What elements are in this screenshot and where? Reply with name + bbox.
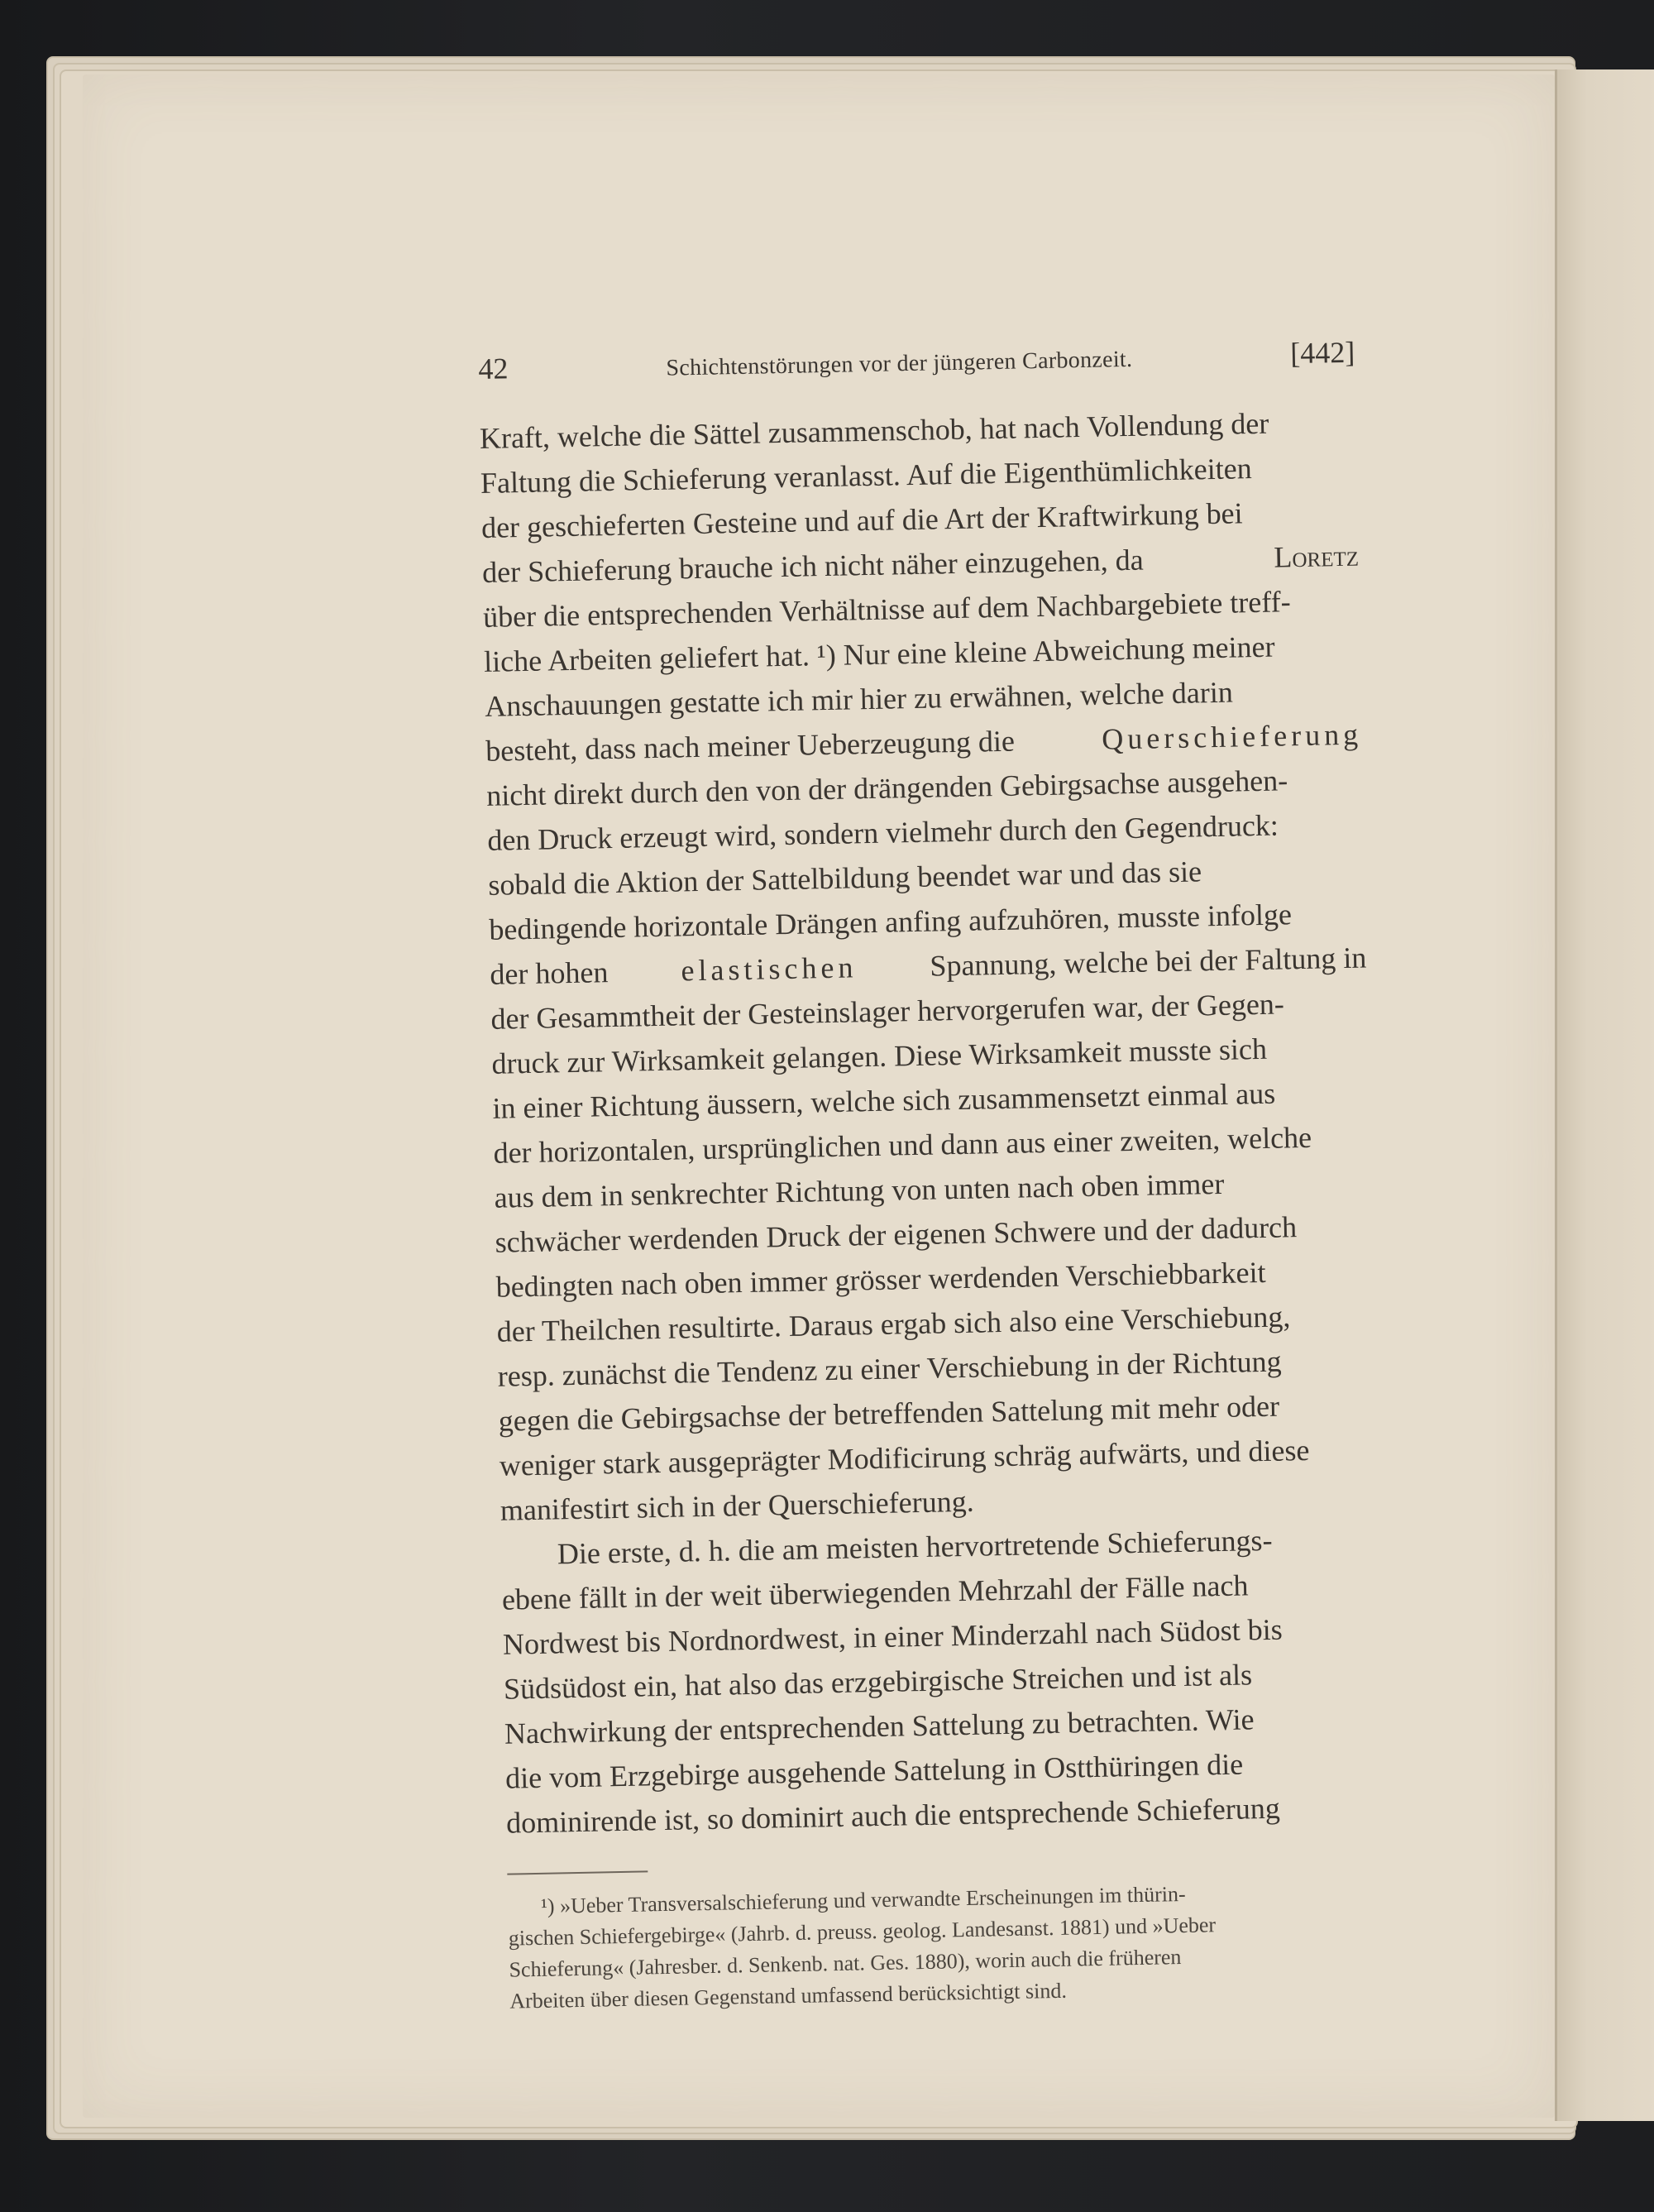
text-line: der hohen elastischen Spannung, welche bei der Faltung in	[490, 936, 1367, 997]
text-line: sobald die Aktion der Sattelbildung beendet war und das sie	[487, 855, 1202, 902]
text-line: gegen die Gebirgsachse der betreffenden Sattelung mit mehr oder	[498, 1389, 1280, 1438]
page-number: 42	[478, 352, 509, 385]
text-line: den Druck erzeugt wird, sondern vielmehr durch den Gegendruck:	[486, 808, 1279, 857]
text-line: der Gesammtheit der Gesteinslager hervorgerufen war, der Gegen-	[490, 987, 1285, 1036]
text-line: druck zur Wirksamkeit gelangen. Diese Wirksamkeit musste sich	[491, 1032, 1268, 1080]
footnote-line: Schieferung« (Jahresber. d. Senkenb. nat. Ges. 1880), worin auch die früheren	[509, 1945, 1182, 1982]
text-line: weniger stark ausgeprägter Modificirung schräg aufwärts, und diese	[499, 1433, 1310, 1482]
facing-page-edge	[1555, 69, 1654, 2121]
text-line: der Theilchen resultirte. Daraus ergab sich also eine Verschiebung,	[496, 1300, 1291, 1348]
text-line: Die erste, d. h. die am meisten hervortretende Schieferungs-	[557, 1523, 1273, 1571]
text-line: resp. zunächst die Tendenz zu einer Verschiebung in der Richtung	[497, 1344, 1282, 1393]
text-line: manifestirt sich in der Querschieferung.	[500, 1484, 974, 1527]
text-line: der Schieferung brauche ich nicht näher einzugehen, da Loretz	[482, 534, 1360, 595]
running-title: Schichtenstörungen vor der jüngeren Carbonzeit.	[666, 346, 1133, 381]
text-line: liche Arbeiten geliefert hat. ¹) Nur eine kleine Abweichung meiner	[483, 630, 1275, 678]
text-line: die vom Erzgebirge ausgehende Sattelung in Ostthüringen die	[504, 1747, 1244, 1795]
text-line: der geschieferten Gesteine und auf die Art der Kraftwirkung bei	[480, 496, 1243, 544]
emphasized-term: Querschieferung	[1101, 717, 1363, 756]
footnote-line: Arbeiten über diesen Gegenstand umfassend berücksichtigt sind.	[509, 1978, 1068, 2013]
text-line: Nachwirkung der entsprechenden Sattelung zu betrachten. Wie	[504, 1702, 1255, 1750]
text-line: bedingten nach oben immer grösser werdenden Verschiebbarkeit	[495, 1255, 1266, 1304]
emphasized-term: elastischen	[681, 950, 858, 988]
footnote	[508, 1874, 1387, 2017]
text-line: Kraft, welche die Sättel zusammenschob, hat nach Vollendung der	[479, 406, 1269, 455]
text-line: Nordwest bis Nordnordwest, in einer Minderzahl nach Südost bis	[502, 1612, 1284, 1661]
text-line: der horizontalen, ursprünglichen und dann aus einer zweiten, welche	[493, 1120, 1312, 1170]
footnote-line: gischen Schiefergebirge« (Jahrb. d. preuss. geolog. Landesanst. 1881) und »Ueber	[508, 1913, 1217, 1951]
page-text	[478, 335, 1386, 2018]
text-line: dominirende ist, so dominirt auch die entsprechende Schieferung	[505, 1791, 1281, 1840]
original-page-number: [442]	[1289, 335, 1355, 371]
text-line: über die entsprechenden Verhältnisse auf dem Nachbargebiete treff-	[482, 585, 1291, 634]
author-name: Loretz	[1274, 539, 1360, 574]
text-line: schwächer werdenden Druck der eigenen Schwere und der dadurch	[495, 1210, 1298, 1259]
text-line: Südsüdost ein, hat also das erzgebirgische Streichen und ist als	[503, 1658, 1253, 1706]
text-line: besteht, dass nach meiner Ueberzeugung die Querschieferung	[485, 712, 1363, 773]
footnote-line: ¹) »Ueber Transversalschieferung und verwandte Erscheinungen im thürin-	[540, 1881, 1186, 1918]
text-line: bedingende horizontale Drängen anfing aufzuhören, musste infolge	[489, 898, 1293, 946]
text-line: Faltung die Schieferung veranlasst. Auf die Eigenthümlichkeiten	[480, 452, 1253, 500]
text-line: in einer Richtung äussern, welche sich zusammensetzt einmal aus	[492, 1076, 1276, 1125]
text-line: ebene fällt in der weit überwiegenden Mehrzahl der Fälle nach	[501, 1568, 1249, 1616]
footnote-divider	[507, 1870, 648, 1874]
text-line: aus dem in senkrechter Richtung von unten nach oben immer	[494, 1166, 1225, 1214]
body-text	[479, 400, 1383, 1846]
text-line: nicht direkt durch den von der drängenden Gebirgsachse ausgehen-	[485, 764, 1288, 812]
text-line: Anschauungen gestatte ich mir hier zu erwähnen, welche darin	[484, 675, 1234, 723]
